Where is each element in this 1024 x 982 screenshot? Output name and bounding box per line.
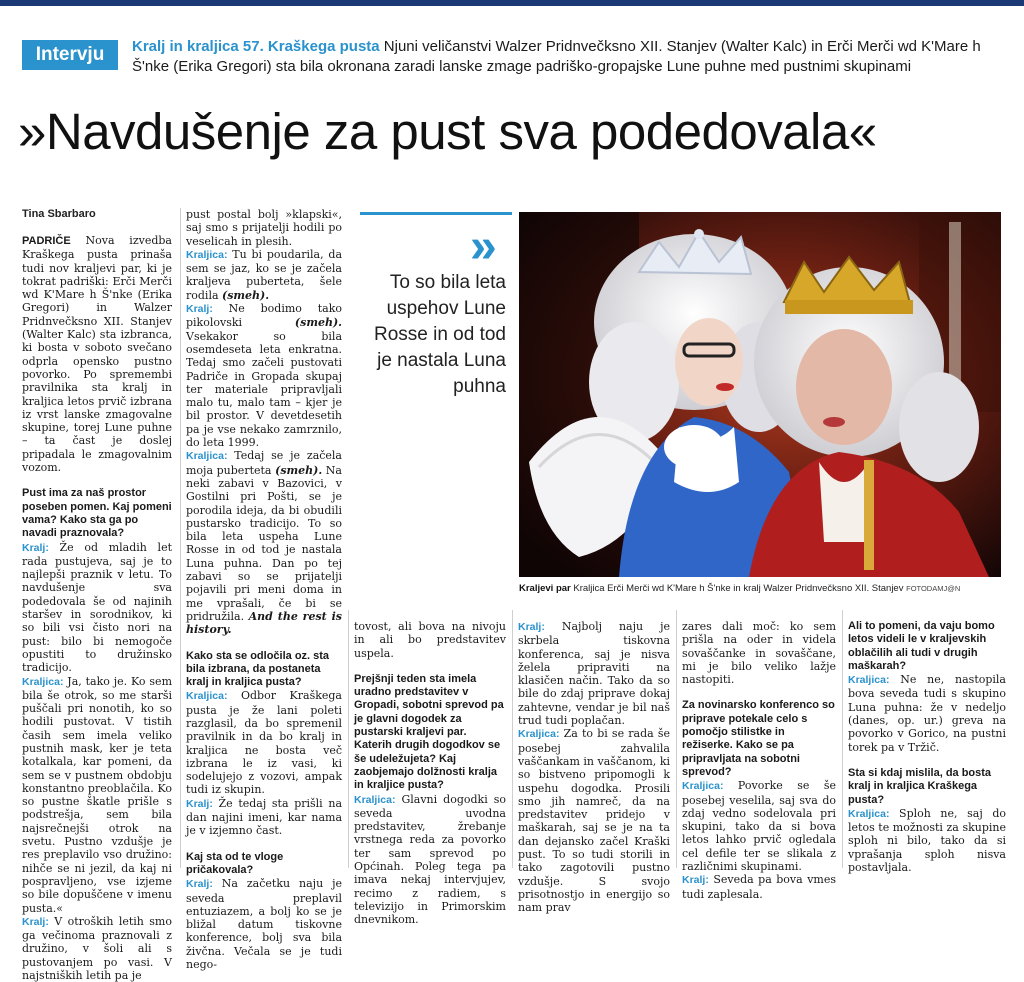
text: Za to bi se rada še posebej zahvalila vaščankam in vaščanom, ki so bistveno pripomogli k uspehu dogodka. Prosili smo jih namreč, da na predstavitev pridejo v maškarah, saj se je na ta dan dejansko začel Kraški pust. To so tudi storili in tako zagotovili pustno vzdušje. S svojo prisotnostjo in energijo so nam prav	[518, 727, 670, 915]
text: Glavni dogodki so seveda uvodna predstavitev, žrebanje vrstnega reda za povorko ter sam sprevod po Općinah. Poleg tega pa imava nekaj intervjujev, recimo z radiem, s televizijo in Primorskim dnevnikom.	[354, 792, 506, 927]
answer	[682, 873, 836, 901]
text: Tu bi poudarila, da sem se jaz, ko se je začela kraljeva puberteta, šele rodila	[186, 247, 342, 302]
text: (smeh).	[294, 316, 342, 330]
text: Na neki zabavi v Bazovici, v Gostilni pri Pošti, se je porodila ideja, da bi obudili pustarsko tradicijo. To so bila leta uspeha Lune Rosse in od tod je nastala Luna puhna. Dan po tej zabavi so se prijatelji pojavili pri meni doma in me vprašali, če bi se pridružila.	[186, 463, 342, 623]
text: Najbolj naju je skrbela tiskovna konferenca, saj je nisva želela pripraviti na klasičen način. Tako da so bile do zdaj priprave dokaj zahtevne, vendar je bil naš trud tudi poplačan.	[518, 620, 670, 728]
speaker: Kralj:	[682, 874, 709, 887]
text: (smeh).	[275, 463, 323, 477]
text: Sploh ne, saj do letos te možnosti za skupine sploh ni bilo, tako da si vprašanja sploh nisva postavljala.	[848, 806, 1006, 875]
section-tag: Intervju	[22, 40, 118, 70]
text: Vsekakor so bila osemdeseta leta enkratna. Tedaj smo začeli pustovati Padriče in Gropada skupaj ter materiale pripravljali malo tu, malo tam – kjer je bil prostor. V devetdesetih pa je vse nekako zamrznilo, do leta 1999.	[186, 329, 342, 450]
royal-couple-photo	[519, 212, 1001, 577]
question: Ali to pomeni, da vaju bomo letos videli le v kraljevskih oblačilih ali tudi v drugih maškarah?	[848, 620, 995, 672]
pull-quote: To so bila leta uspehov Lune Rosse in od tod je nastala Luna puhna	[373, 272, 506, 397]
speaker: Kralj:	[22, 915, 49, 928]
column-4	[518, 620, 670, 915]
text: Na začetku naju je seveda preplavil entuziazem, a bolj ko se je bližal datum tiskovne konference, bolj sva bila živčna. Večala se je tudi nego-	[186, 877, 342, 972]
headline: »Navdušenje za pust sva podedovala«	[18, 103, 877, 160]
question: Za novinarsko konferenco so priprave potekale celo s pomočjo stilistke in režiserke. Kako se pa pripravljata na sobotni sprevod?	[682, 699, 835, 778]
answer	[848, 673, 1006, 754]
intro-deck	[132, 37, 1012, 77]
quote-mark-icon: »	[470, 220, 497, 273]
text: V otroških letih smo ga večinoma praznovali z družino, v šoli ali s pustovanjem po vasi. V najstniških letih pa je	[22, 914, 172, 982]
text: (smeh).	[222, 288, 270, 302]
answer	[22, 541, 172, 675]
text: Tedaj se je začela moja puberteta	[186, 449, 342, 477]
speaker: Kraljica:	[518, 728, 560, 741]
column-divider	[676, 610, 677, 868]
speaker: Kralj:	[186, 303, 213, 316]
answer	[22, 675, 172, 915]
column-divider	[512, 610, 513, 868]
question: Sta si kdaj mislila, da bosta kralj in kraljica Kraškega pusta?	[848, 766, 992, 806]
answer	[186, 797, 342, 838]
answer	[848, 807, 1006, 874]
answer	[186, 248, 342, 302]
text: Ja, tako je. Ko sem bila še otrok, so me starši puščali pri nonotih, ko so hodili pustovat. V tistih časih sem imela veliko pustnih mask, ker je teta kotalkala, kar pomeni, da sem se v pustnem obdobju konstantno preoblačila. Ko so pustne škatle prišle s podstrešja, sem bila najsrečnejši otrok na svetu. Pustno vzdušje je res preplavilo vso družino: nihče se ni jezil, da kaj ni pospravljeno, vse izjeme so bile dopuščene v imenu pusta.«	[22, 674, 172, 915]
speaker: Kraljica:	[848, 807, 890, 820]
paragraph: zares dali moč: ko sem prišla na oder in videla sovaščanke in sovaščane, mi je bilo veliko lažje nastopiti.	[682, 620, 836, 687]
speaker: Kralj:	[518, 621, 545, 633]
question: Kako sta se odločila oz. sta bila izbrana, da postaneta kralj in kraljica pusta?	[186, 649, 330, 689]
paragraph: tovost, ali bova na nivoju in ali bo predstavitev uspela.	[354, 620, 506, 660]
column-divider	[842, 610, 843, 868]
speaker: Kralj:	[186, 797, 213, 810]
text: Odbor Kraškega pusta je že lani poleti razglasil, da bo spremenil pravilnik in da bo kralj in kraljica ne bosta več izbrana le iz vasi, ki sodelujejo z vozovi, ampak tudi iz skupin.	[186, 689, 342, 797]
question: Pust ima za naš prostor poseben pomen. Kaj pomeni vama? Kako sta ga po navadi praznovala?	[22, 487, 172, 540]
column-3	[354, 620, 506, 927]
paragraph	[22, 234, 172, 474]
answer	[354, 793, 506, 927]
answer	[186, 689, 342, 796]
question: Kaj sta od te vloge pričakovala?	[186, 850, 284, 876]
paragraph: pust postal bolj »klapski«, saj smo s prijatelji hodili po veselicah in plesih.	[186, 208, 342, 248]
intro-kicker: Kralj in kraljica 57. Kraškega pusta	[132, 38, 380, 55]
dateline: PADRIČE	[22, 235, 71, 247]
answer	[186, 302, 342, 449]
answer	[518, 620, 670, 727]
speaker: Kralj:	[186, 878, 213, 891]
speaker: Kraljica:	[186, 248, 228, 261]
photo-caption	[519, 583, 1009, 595]
column-6	[848, 620, 1006, 874]
question: Prejšnji teden sta imela uradno predstavitev v Gropadi, sobotni sprevod pa je glavni dogodek za pustarski kraljevi par. Katerih drugih dogodkov se še udeležujeta? Kaj zaobjemajo dolžnosti kralja in kraljice pusta?	[354, 672, 504, 792]
intro-text: Njuni veličanstvi Walzer Pridnvečksno XII. Stanjev (Walter Kalc) in Erči Merči wd K'Mare h Š'nke (Erika Gregori) sta bila okronana zaradi lanske zmage padriško-gropajske Lune puhne med pustnimi skupinami	[132, 38, 981, 75]
speaker: Kraljica:	[186, 450, 228, 463]
answer	[22, 915, 172, 982]
photo-credit: FOTODAMJ@N	[906, 584, 961, 593]
caption-text: Kraljica Erči Merči wd K'Mare h Š'nke in kralj Walzer Pridnvečksno XII. Stanjev	[570, 583, 907, 594]
speaker: Kraljica:	[186, 690, 228, 703]
speaker: Kralj:	[22, 541, 49, 554]
answer	[682, 779, 836, 873]
text: Nova izvedba Kraškega pusta prinaša tudi nov kraljevi par, ki je tokrat padriški: Erči Merči wd K'Mare h Š'nke (Erika Gregori) in Walzer Pridnvečksno XII. Stanjev (Walter Kalc) sta izbranca, ki bosta v soboto svečano odprla opensko pustno povorko. Po spremembi pravilnika sta kralj in kraljica letos prvič izbrana iz vrst lanske zmagovalne skupine, torej Lune puhne – ta čast je doslej pripadala le zmagovalnim vozom.	[22, 234, 172, 475]
column-2	[186, 208, 342, 971]
text: And the rest is history.	[186, 609, 342, 637]
answer	[186, 449, 342, 636]
text: Ne ne, nastopila bova seveda tudi s skupino Luna puhna: že v nedeljo (danes, op. ur.) greva na povorko v Gorico, na pustni torek pa v Tržič.	[848, 673, 1006, 754]
speaker: Kraljica:	[848, 674, 890, 687]
top-rule	[0, 0, 1024, 6]
column-divider	[348, 610, 349, 868]
caption-label: Kraljevi par	[519, 583, 571, 594]
text: Seveda pa bova vmes tudi zaplesala.	[682, 873, 836, 901]
column-5	[682, 620, 836, 901]
byline: Tina Sbarbaro	[22, 208, 96, 220]
speaker: Kraljica:	[22, 675, 64, 688]
speaker: Kraljica:	[354, 793, 396, 806]
text: Povorke se še posebej veselila, saj sva do zdaj vedno sodelovala pri skupini, tako da si bova letos lahko prvič ogledala cel defile ter se slikala z različnimi skupinami.	[682, 779, 836, 874]
text: Že tedaj sta prišli na dan najini imeni, kar nama je v izjemno čast.	[186, 796, 342, 838]
text: Že od mladih let rada pustujeva, saj je to najlepši praznik v letu. To navdušenje sva podedovala še od najinih staršev in sorodnikov, ki so bili vsi čisto nori na pust: bilo bi nemogoče opustiti to družinsko tradicijo.	[22, 540, 172, 675]
column-1	[22, 234, 172, 982]
column-divider	[180, 208, 181, 868]
answer	[186, 877, 342, 971]
speaker: Kraljica:	[682, 780, 724, 793]
answer	[518, 727, 670, 914]
pull-quote-rule	[360, 212, 512, 215]
text: Ne bodimo tako pikolovski	[186, 302, 342, 330]
